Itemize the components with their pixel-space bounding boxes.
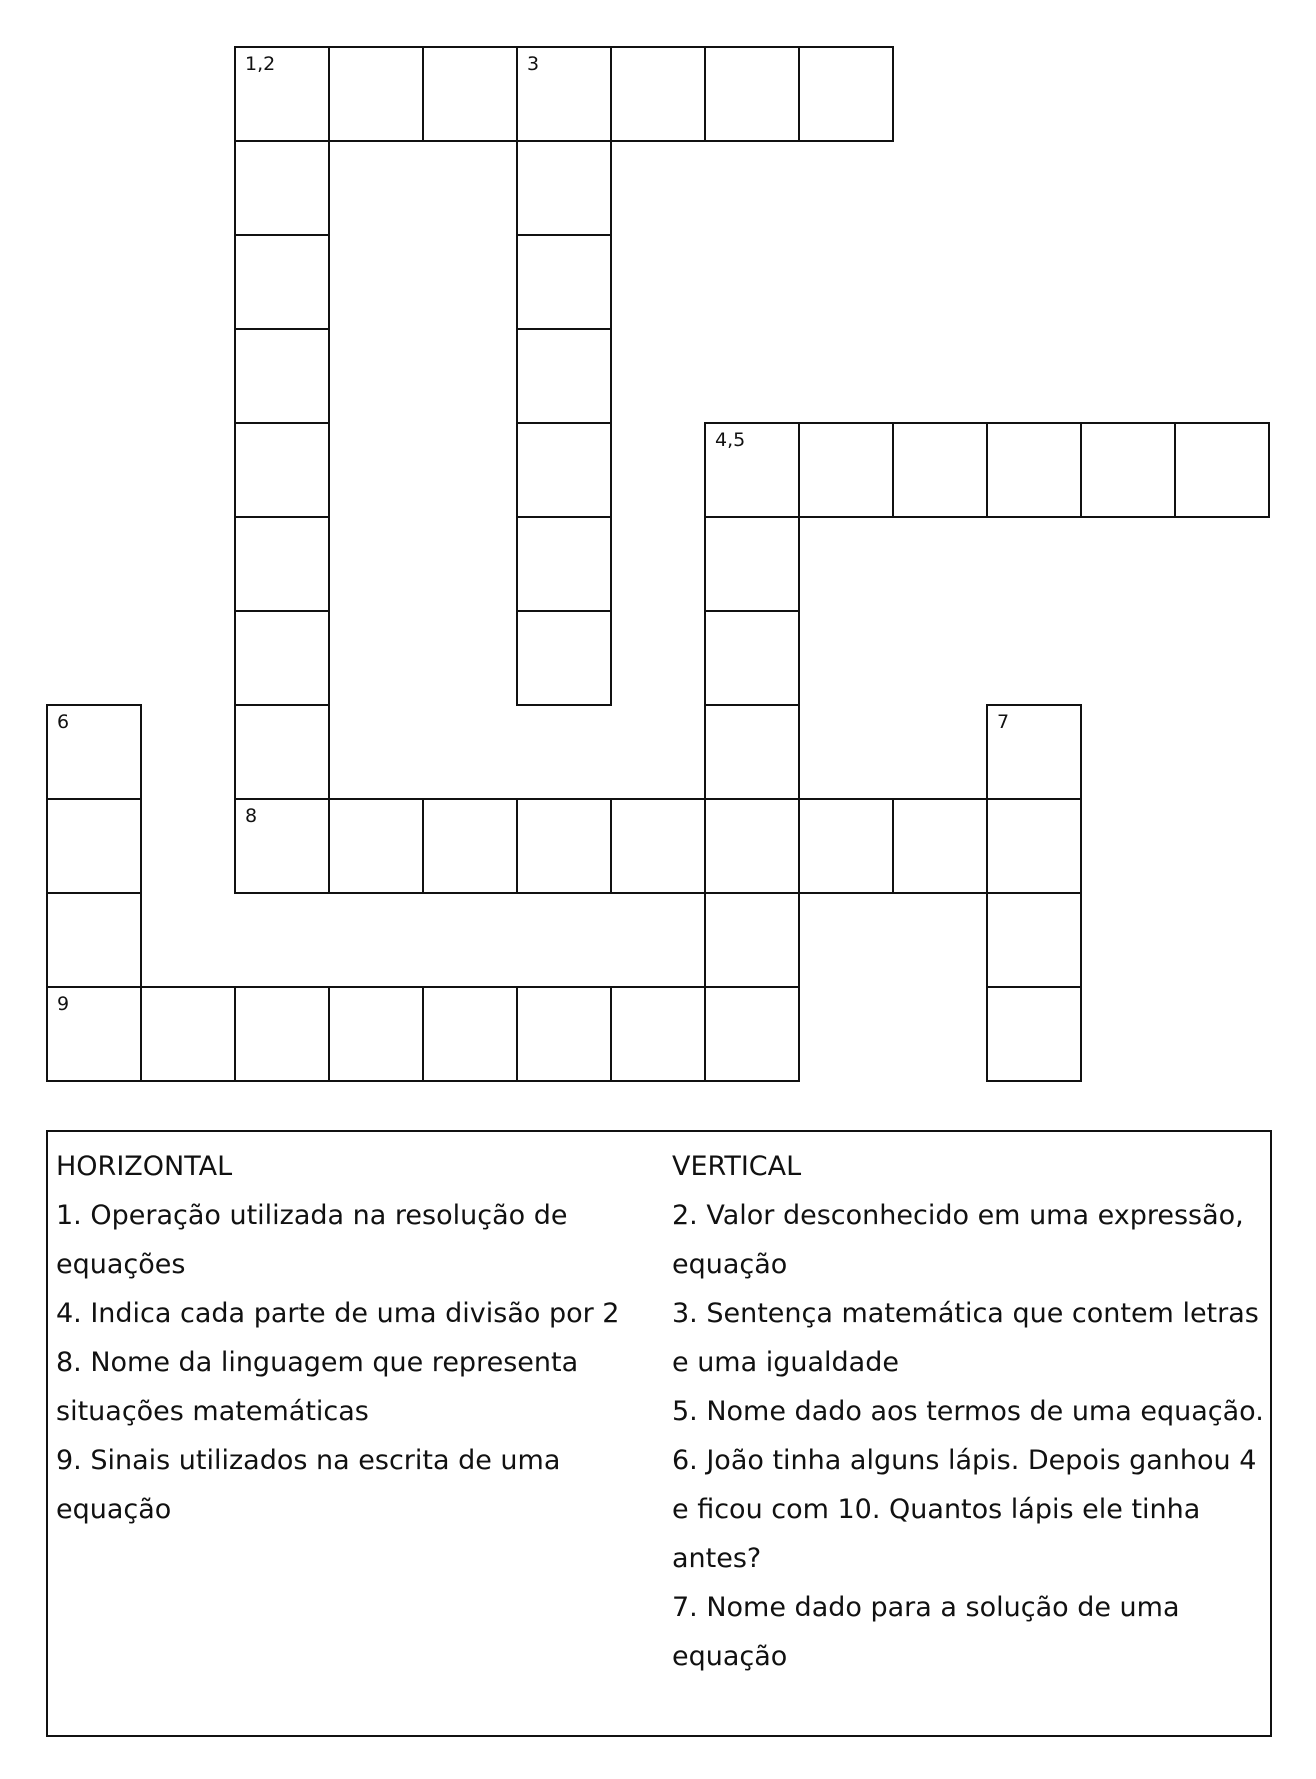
crossword-cell[interactable] bbox=[1080, 422, 1176, 518]
crossword-cell[interactable] bbox=[516, 986, 612, 1082]
crossword-cell[interactable] bbox=[516, 328, 612, 424]
cell-number: 7 bbox=[997, 711, 1010, 733]
crossword-cell[interactable] bbox=[234, 140, 330, 236]
crossword-cell[interactable] bbox=[610, 798, 706, 894]
crossword-cell[interactable] bbox=[704, 516, 800, 612]
crossword-cell[interactable] bbox=[46, 986, 142, 1082]
crossword-cell[interactable] bbox=[704, 986, 800, 1082]
clue-vertical-2: 2. Valor desconhecido em uma expressão, equação bbox=[672, 1200, 1244, 1280]
crossword-cell[interactable] bbox=[328, 986, 424, 1082]
crossword-cell[interactable] bbox=[516, 140, 612, 236]
crossword-cell[interactable] bbox=[140, 986, 236, 1082]
crossword-cell[interactable] bbox=[704, 704, 800, 800]
crossword-cell[interactable] bbox=[986, 892, 1082, 988]
crossword-cell[interactable] bbox=[422, 986, 518, 1082]
crossword-cell[interactable] bbox=[892, 422, 988, 518]
crossword-cell[interactable] bbox=[516, 516, 612, 612]
crossword-cell[interactable] bbox=[704, 422, 800, 518]
crossword-cell[interactable] bbox=[46, 892, 142, 988]
crossword-cell[interactable] bbox=[422, 46, 518, 142]
vertical-clues bbox=[672, 1142, 1268, 1681]
crossword-cell[interactable] bbox=[516, 798, 612, 894]
crossword-cell[interactable] bbox=[798, 422, 894, 518]
crossword-cell[interactable] bbox=[234, 610, 330, 706]
clue-horizontal-1: 1. Operação utilizada na resolução de equações bbox=[56, 1200, 568, 1280]
crossword-cell[interactable] bbox=[234, 234, 330, 330]
crossword-cell[interactable] bbox=[798, 46, 894, 142]
cell-number: 6 bbox=[57, 711, 70, 733]
clue-vertical-5: 5. Nome dado aos termos de uma equação. bbox=[672, 1396, 1264, 1427]
cell-number: 4,5 bbox=[715, 429, 746, 451]
crossword-cell[interactable] bbox=[610, 46, 706, 142]
clue-vertical-3: 3. Sentença matemática que contem letras e uma igualdade bbox=[672, 1298, 1259, 1378]
crossword-cell[interactable] bbox=[704, 798, 800, 894]
clue-horizontal-8: 8. Nome da linguagem que representa situações matemáticas bbox=[56, 1347, 579, 1427]
crossword-cell[interactable] bbox=[516, 610, 612, 706]
crossword-cell[interactable] bbox=[610, 986, 706, 1082]
clue-horizontal-9: 9. Sinais utilizados na escrita de uma equação bbox=[56, 1445, 561, 1525]
cell-number: 9 bbox=[57, 993, 70, 1015]
clues-box bbox=[46, 1130, 1272, 1737]
crossword-cell[interactable] bbox=[234, 704, 330, 800]
vertical-heading: VERTICAL bbox=[672, 1151, 802, 1182]
crossword-cell[interactable] bbox=[46, 798, 142, 894]
crossword-cell[interactable] bbox=[986, 986, 1082, 1082]
horizontal-heading: HORIZONTAL bbox=[56, 1151, 233, 1182]
crossword-cell[interactable] bbox=[422, 798, 518, 894]
crossword-cell[interactable] bbox=[986, 704, 1082, 800]
crossword-cell[interactable] bbox=[46, 704, 142, 800]
clue-vertical-6: 6. João tinha alguns lápis. Depois ganhou 4 e ficou com 10. Quantos lápis ele tinha antes? bbox=[672, 1445, 1257, 1574]
crossword-cell[interactable] bbox=[704, 892, 800, 988]
crossword-cell[interactable] bbox=[234, 798, 330, 894]
crossword-cell[interactable] bbox=[516, 46, 612, 142]
crossword-cell[interactable] bbox=[986, 422, 1082, 518]
crossword-cell[interactable] bbox=[234, 986, 330, 1082]
crossword-cell[interactable] bbox=[704, 610, 800, 706]
crossword-cell[interactable] bbox=[328, 46, 424, 142]
crossword-cell[interactable] bbox=[704, 46, 800, 142]
crossword-cell[interactable] bbox=[328, 798, 424, 894]
cell-number: 1,2 bbox=[245, 53, 276, 75]
crossword-cell[interactable] bbox=[1174, 422, 1270, 518]
crossword-cell[interactable] bbox=[798, 798, 894, 894]
cell-number: 8 bbox=[245, 805, 258, 827]
crossword-cell[interactable] bbox=[234, 516, 330, 612]
clue-horizontal-4: 4. Indica cada parte de uma divisão por 2 bbox=[56, 1298, 620, 1329]
crossword-cell[interactable] bbox=[986, 798, 1082, 894]
horizontal-clues bbox=[56, 1142, 656, 1534]
crossword-cell[interactable] bbox=[892, 798, 988, 894]
crossword-cell[interactable] bbox=[516, 234, 612, 330]
crossword-cell[interactable] bbox=[234, 46, 330, 142]
crossword-cell[interactable] bbox=[516, 422, 612, 518]
clue-vertical-7: 7. Nome dado para a solução de uma equação bbox=[672, 1592, 1180, 1672]
cell-number: 3 bbox=[527, 53, 540, 75]
crossword-cell[interactable] bbox=[234, 328, 330, 424]
crossword-cell[interactable] bbox=[234, 422, 330, 518]
